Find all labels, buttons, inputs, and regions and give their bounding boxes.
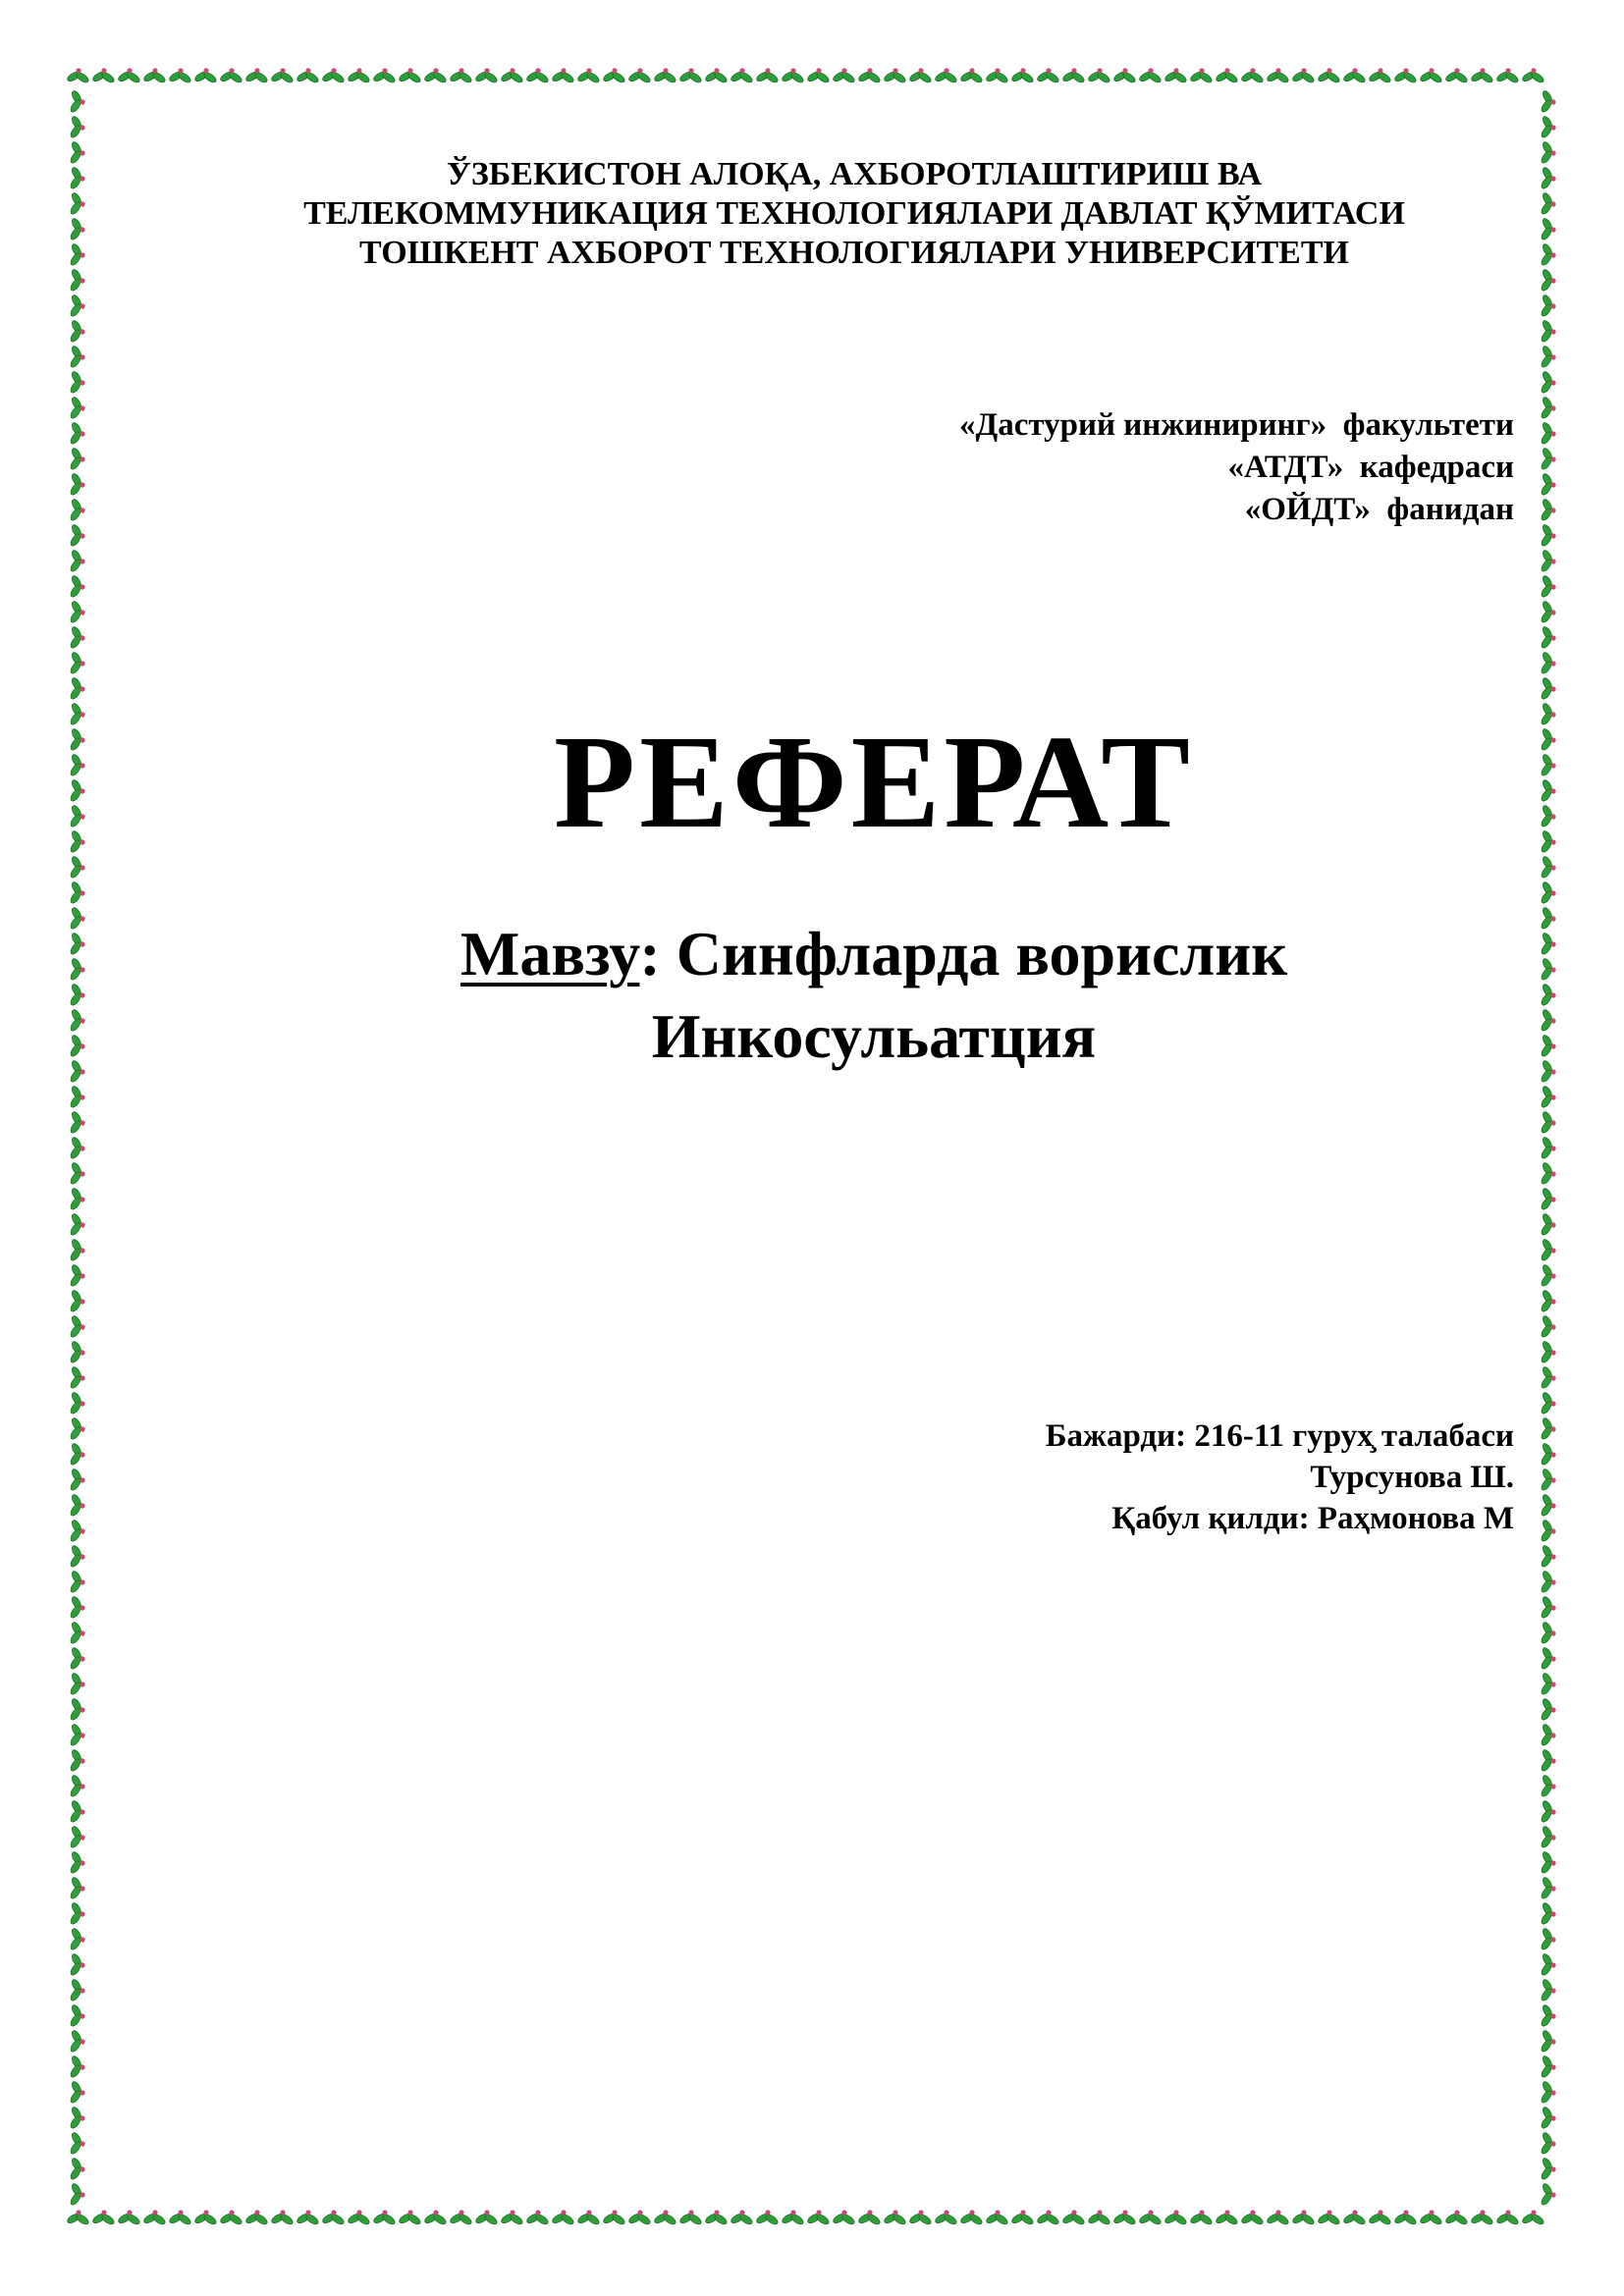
holly-motif-icon xyxy=(1540,1416,1555,1440)
holly-motif-icon xyxy=(1317,2210,1340,2225)
holly-motif-icon xyxy=(653,68,677,83)
holly-motif-icon xyxy=(704,2210,728,2225)
holly-motif-icon xyxy=(69,1161,84,1185)
holly-motif-icon xyxy=(69,1595,84,1619)
holly-motif-icon xyxy=(270,68,294,83)
holly-motif-icon xyxy=(69,140,84,164)
holly-motif-icon xyxy=(1189,2210,1213,2225)
holly-motif-icon xyxy=(69,1672,84,1695)
holly-motif-icon xyxy=(449,68,472,83)
holly-motif-icon xyxy=(1010,2210,1034,2225)
holly-motif-icon xyxy=(270,2210,294,2225)
accepted-by-line: Қабул қилди: Раҳмонова М xyxy=(1111,1501,1514,1536)
holly-motif-icon xyxy=(1540,2055,1555,2078)
holly-motif-icon xyxy=(69,1187,84,1210)
holly-motif-icon xyxy=(1112,68,1136,83)
holly-motif-icon xyxy=(627,68,651,83)
holly-motif-icon xyxy=(219,68,243,83)
holly-motif-icon xyxy=(1540,1697,1555,1721)
holly-motif-icon xyxy=(423,2210,447,2225)
holly-motif-icon xyxy=(69,1901,84,1925)
topic-text-line-1: Синфларда ворислик xyxy=(660,919,1288,988)
holly-motif-icon xyxy=(69,1468,84,1491)
holly-motif-icon xyxy=(69,676,84,700)
holly-motif-icon xyxy=(1112,2210,1136,2225)
holly-motif-icon xyxy=(1215,68,1238,83)
holly-motif-icon xyxy=(69,1570,84,1593)
holly-motif-icon xyxy=(69,1493,84,1517)
holly-motif-icon xyxy=(1540,1468,1555,1491)
holly-motif-icon xyxy=(1540,1289,1555,1312)
holly-motif-icon xyxy=(69,574,84,598)
holly-motif-icon xyxy=(1540,1799,1555,1823)
holly-motif-icon xyxy=(69,1544,84,1568)
holly-motif-icon xyxy=(1540,1774,1555,1797)
holly-motif-icon xyxy=(1540,1621,1555,1644)
holly-motif-icon xyxy=(1540,370,1555,394)
holly-motif-icon xyxy=(372,2210,396,2225)
holly-motif-icon xyxy=(1342,68,1366,83)
holly-motif-icon xyxy=(1061,68,1085,83)
chair-line: «АТДТ» кафедраси xyxy=(1227,450,1514,485)
header-line-2: ТЕЛЕКОММУНИКАЦИЯ ТЕХНОЛОГИЯЛАРИ ДАВЛАТ ҚЎМИТАСИ xyxy=(303,195,1405,232)
holly-motif-icon xyxy=(69,1340,84,1363)
holly-motif-icon xyxy=(525,2210,549,2225)
holly-motif-icon xyxy=(653,2210,677,2225)
holly-motif-icon xyxy=(1061,2210,1085,2225)
holly-motif-icon xyxy=(832,2210,855,2225)
signoff xyxy=(630,1415,1514,1539)
holly-motif-icon xyxy=(69,651,84,674)
student-name: Турсунова Ш. xyxy=(1310,1460,1514,1495)
holly-motif-icon xyxy=(69,523,84,547)
holly-motif-icon xyxy=(1317,68,1340,83)
holly-motif-icon xyxy=(985,68,1008,83)
holly-motif-icon xyxy=(69,2157,84,2180)
holly-motif-icon xyxy=(69,2131,84,2155)
holly-motif-icon xyxy=(806,68,830,83)
holly-motif-icon xyxy=(1419,2210,1442,2225)
holly-motif-icon xyxy=(1521,68,1544,83)
holly-motif-icon xyxy=(1540,1570,1555,1593)
holly-motif-icon xyxy=(1393,68,1417,83)
holly-motif-icon xyxy=(1368,68,1391,83)
holly-motif-icon xyxy=(1444,2210,1468,2225)
performed-by-line: Бажарди: 216-11 гурух̧ талабаси xyxy=(1045,1418,1514,1454)
holly-motif-icon xyxy=(1540,651,1555,674)
holly-motif-icon xyxy=(1138,68,1162,83)
holly-motif-icon xyxy=(69,1289,84,1312)
holly-motif-icon xyxy=(1540,396,1555,419)
holly-motif-icon xyxy=(1291,68,1315,83)
holly-motif-icon xyxy=(985,2210,1008,2225)
holly-motif-icon xyxy=(69,1136,84,1159)
holly-motif-icon xyxy=(321,68,345,83)
holly-motif-icon xyxy=(449,2210,472,2225)
holly-motif-icon xyxy=(69,1697,84,1721)
holly-motif-icon xyxy=(69,294,84,317)
holly-motif-icon xyxy=(69,1314,84,1338)
holly-motif-icon xyxy=(69,1825,84,1848)
holly-motif-icon xyxy=(1540,1519,1555,1542)
holly-motif-icon xyxy=(69,855,84,879)
holly-motif-icon xyxy=(1540,1672,1555,1695)
department-info xyxy=(630,404,1514,531)
holly-motif-icon xyxy=(1540,881,1555,904)
holly-motif-icon xyxy=(1540,1927,1555,1950)
holly-motif-icon xyxy=(69,1621,84,1644)
holly-motif-icon xyxy=(1342,2210,1366,2225)
holly-motif-icon xyxy=(934,2210,957,2225)
topic-line-1 xyxy=(0,913,1624,995)
holly-motif-icon xyxy=(1540,676,1555,700)
holly-motif-icon xyxy=(781,68,804,83)
holly-motif-icon xyxy=(1470,68,1493,83)
holly-motif-icon xyxy=(627,2210,651,2225)
holly-motif-icon xyxy=(959,2210,983,2225)
holly-motif-icon xyxy=(1540,1085,1555,1108)
holly-motif-icon xyxy=(1540,1544,1555,1568)
holly-motif-icon xyxy=(1540,2157,1555,2180)
holly-motif-icon xyxy=(69,1263,84,1287)
holly-motif-icon xyxy=(474,2210,498,2225)
holly-motif-icon xyxy=(1540,1748,1555,1772)
holly-motif-icon xyxy=(1540,1978,1555,2002)
holly-motif-icon xyxy=(66,2210,89,2225)
holly-motif-icon xyxy=(244,68,268,83)
holly-motif-icon xyxy=(934,68,957,83)
holly-motif-icon xyxy=(1540,472,1555,496)
header-line-1: ЎЗБЕКИСТОН АЛОҚА, АХБОРОТЛАШТИРИШ ВА xyxy=(446,156,1263,192)
holly-motif-icon xyxy=(1540,1212,1555,1236)
holly-motif-icon xyxy=(1164,2210,1187,2225)
holly-motif-icon xyxy=(1540,268,1555,292)
holly-motif-icon xyxy=(69,1952,84,1976)
holly-motif-icon xyxy=(219,2210,243,2225)
holly-motif-icon xyxy=(755,2210,779,2225)
holly-motif-icon xyxy=(1540,1187,1555,1210)
holly-motif-icon xyxy=(1540,1136,1555,1159)
holly-motif-icon xyxy=(69,370,84,394)
topic-label: Мавзу xyxy=(460,919,640,988)
holly-motif-icon xyxy=(1540,1161,1555,1185)
holly-motif-icon xyxy=(1540,421,1555,445)
holly-motif-icon xyxy=(69,268,84,292)
topic-separator: : xyxy=(639,919,661,988)
holly-motif-icon xyxy=(69,2182,84,2206)
holly-motif-icon xyxy=(908,2210,932,2225)
holly-motif-icon xyxy=(69,1876,84,1899)
holly-motif-icon xyxy=(69,2029,84,2053)
holly-motif-icon xyxy=(69,1110,84,1134)
holly-motif-icon xyxy=(117,68,140,83)
document-title: РЕФЕРАТ xyxy=(554,709,1194,856)
holly-motif-icon xyxy=(1540,1901,1555,1925)
holly-motif-icon xyxy=(883,68,906,83)
holly-motif-icon xyxy=(66,68,89,83)
holly-motif-icon xyxy=(500,2210,523,2225)
holly-motif-icon xyxy=(1540,1238,1555,1261)
holly-motif-icon xyxy=(832,68,855,83)
holly-motif-icon xyxy=(117,2210,140,2225)
holly-motif-icon xyxy=(1540,600,1555,623)
holly-motif-icon xyxy=(1010,68,1034,83)
holly-motif-icon xyxy=(551,68,574,83)
holly-motif-icon xyxy=(69,472,84,496)
holly-motif-icon xyxy=(1540,1646,1555,1670)
holly-motif-icon xyxy=(1138,2210,1162,2225)
holly-motif-icon xyxy=(372,68,396,83)
holly-motif-icon xyxy=(857,2210,881,2225)
holly-motif-icon xyxy=(1540,1442,1555,1466)
holly-motif-icon xyxy=(576,2210,600,2225)
holly-motif-icon xyxy=(398,68,421,83)
holly-motif-icon xyxy=(1540,1876,1555,1899)
faculty-line: «Дастурий инжиниринг» факультети xyxy=(959,407,1514,443)
holly-motif-icon xyxy=(1444,68,1468,83)
holly-motif-icon xyxy=(1540,2003,1555,2027)
holly-motif-icon xyxy=(1540,549,1555,572)
holly-motif-icon xyxy=(678,2210,702,2225)
holly-motif-icon xyxy=(1540,345,1555,368)
holly-motif-icon xyxy=(500,68,523,83)
holly-motif-icon xyxy=(142,2210,166,2225)
holly-motif-icon xyxy=(69,1085,84,1108)
holly-motif-icon xyxy=(69,549,84,572)
holly-motif-icon xyxy=(1540,2131,1555,2155)
holly-motif-icon xyxy=(321,2210,345,2225)
holly-motif-icon xyxy=(806,2210,830,2225)
holly-motif-icon xyxy=(1540,2182,1555,2206)
holly-motif-icon xyxy=(1540,1110,1555,1134)
holly-motif-icon xyxy=(1540,2080,1555,2104)
holly-motif-icon xyxy=(1540,242,1555,266)
holly-motif-icon xyxy=(69,217,84,240)
holly-motif-icon xyxy=(91,2210,115,2225)
holly-motif-icon xyxy=(1240,68,1264,83)
holly-motif-icon xyxy=(69,1391,84,1415)
holly-motif-icon xyxy=(1540,1365,1555,1389)
holly-motif-icon xyxy=(1291,2210,1315,2225)
holly-motif-icon xyxy=(69,2055,84,2078)
holly-motif-icon xyxy=(69,191,84,215)
holly-motif-icon xyxy=(1540,1493,1555,1517)
holly-motif-icon xyxy=(1036,2210,1059,2225)
holly-motif-icon xyxy=(1540,1595,1555,1619)
holly-motif-icon xyxy=(69,2106,84,2129)
holly-motif-icon xyxy=(1540,1340,1555,1363)
holly-motif-icon xyxy=(142,68,166,83)
holly-motif-icon xyxy=(347,68,370,83)
holly-border xyxy=(65,63,1561,2230)
holly-motif-icon xyxy=(398,2210,421,2225)
topic xyxy=(0,913,1624,1078)
holly-motif-icon xyxy=(69,1238,84,1261)
holly-motif-icon xyxy=(193,68,217,83)
holly-motif-icon xyxy=(1540,294,1555,317)
holly-motif-icon xyxy=(1087,2210,1110,2225)
holly-motif-icon xyxy=(1540,1952,1555,1976)
holly-motif-icon xyxy=(1240,2210,1264,2225)
holly-motif-icon xyxy=(69,115,84,138)
holly-motif-icon xyxy=(551,2210,574,2225)
holly-motif-icon xyxy=(69,1416,84,1440)
holly-motif-icon xyxy=(168,2210,191,2225)
holly-motif-icon xyxy=(1540,115,1555,138)
topic-text-line-2: Инкосульатция xyxy=(651,1001,1097,1071)
holly-motif-icon xyxy=(1087,68,1110,83)
holly-motif-icon xyxy=(1540,855,1555,879)
holly-motif-icon xyxy=(1540,319,1555,343)
holly-motif-icon xyxy=(1540,625,1555,649)
holly-motif-icon xyxy=(1368,2210,1391,2225)
holly-motif-icon xyxy=(1470,2210,1493,2225)
holly-motif-icon xyxy=(296,2210,319,2225)
holly-motif-icon xyxy=(1266,2210,1289,2225)
holly-motif-icon xyxy=(730,68,753,83)
holly-motif-icon xyxy=(69,319,84,343)
holly-motif-icon xyxy=(1540,1825,1555,1848)
ministry-header xyxy=(196,155,1512,273)
holly-motif-icon xyxy=(69,2003,84,2027)
holly-motif-icon xyxy=(69,1212,84,1236)
holly-motif-icon xyxy=(69,1646,84,1670)
holly-motif-icon xyxy=(1540,498,1555,521)
subject-line: «ОЙДТ» фанидан xyxy=(1244,492,1514,527)
holly-motif-icon xyxy=(69,242,84,266)
holly-motif-icon xyxy=(474,68,498,83)
holly-motif-icon xyxy=(69,881,84,904)
holly-motif-icon xyxy=(1540,447,1555,470)
holly-motif-icon xyxy=(602,2210,625,2225)
holly-motif-icon xyxy=(1521,2210,1544,2225)
holly-motif-icon xyxy=(69,625,84,649)
holly-motif-icon xyxy=(1495,2210,1519,2225)
holly-motif-icon xyxy=(296,68,319,83)
holly-motif-icon xyxy=(730,2210,753,2225)
holly-motif-icon xyxy=(69,447,84,470)
holly-motif-icon xyxy=(1419,68,1442,83)
holly-motif-icon xyxy=(1540,1263,1555,1287)
holly-motif-icon xyxy=(69,1748,84,1772)
holly-motif-icon xyxy=(1540,574,1555,598)
holly-motif-icon xyxy=(857,68,881,83)
holly-motif-icon xyxy=(69,1927,84,1950)
holly-motif-icon xyxy=(69,1799,84,1823)
holly-motif-icon xyxy=(69,89,84,113)
holly-motif-icon xyxy=(576,68,600,83)
holly-motif-icon xyxy=(1036,68,1059,83)
holly-motif-icon xyxy=(1540,523,1555,547)
holly-motif-icon xyxy=(347,2210,370,2225)
holly-motif-icon xyxy=(1189,68,1213,83)
holly-motif-icon xyxy=(193,2210,217,2225)
holly-leaf-border-icon xyxy=(65,63,1561,2230)
holly-motif-icon xyxy=(1540,1314,1555,1338)
holly-motif-icon xyxy=(423,68,447,83)
holly-motif-icon xyxy=(1540,1391,1555,1415)
holly-motif-icon xyxy=(908,68,932,83)
holly-motif-icon xyxy=(1495,68,1519,83)
holly-motif-icon xyxy=(69,1442,84,1466)
holly-motif-icon xyxy=(678,68,702,83)
holly-motif-icon xyxy=(69,345,84,368)
holly-motif-icon xyxy=(1540,217,1555,240)
holly-motif-icon xyxy=(69,1850,84,1874)
holly-motif-icon xyxy=(959,68,983,83)
holly-motif-icon xyxy=(1215,2210,1238,2225)
holly-motif-icon xyxy=(244,2210,268,2225)
holly-motif-icon xyxy=(69,1365,84,1389)
holly-motif-icon xyxy=(781,2210,804,2225)
holly-motif-icon xyxy=(1540,2029,1555,2053)
holly-motif-icon xyxy=(1540,1723,1555,1746)
holly-motif-icon xyxy=(1540,166,1555,189)
holly-motif-icon xyxy=(91,68,115,83)
holly-motif-icon xyxy=(69,1774,84,1797)
holly-motif-icon xyxy=(69,1978,84,2002)
holly-motif-icon xyxy=(69,2080,84,2104)
holly-motif-icon xyxy=(69,600,84,623)
header-line-3: ТОШКЕНТ АХБОРОТ ТЕХНОЛОГИЯЛАРИ УНИВЕРСИТЕТИ xyxy=(359,235,1349,271)
holly-motif-icon xyxy=(1393,2210,1417,2225)
holly-motif-icon xyxy=(704,68,728,83)
holly-motif-icon xyxy=(1266,68,1289,83)
holly-motif-icon xyxy=(1540,191,1555,215)
holly-motif-icon xyxy=(69,1723,84,1746)
holly-motif-icon xyxy=(525,68,549,83)
holly-motif-icon xyxy=(168,68,191,83)
holly-motif-icon xyxy=(1540,89,1555,113)
holly-motif-icon xyxy=(1540,2106,1555,2129)
holly-motif-icon xyxy=(755,68,779,83)
holly-motif-icon xyxy=(69,166,84,189)
holly-motif-icon xyxy=(1540,1850,1555,1874)
holly-motif-icon xyxy=(69,396,84,419)
holly-motif-icon xyxy=(69,1519,84,1542)
holly-motif-icon xyxy=(69,498,84,521)
holly-motif-icon xyxy=(602,68,625,83)
holly-motif-icon xyxy=(1164,68,1187,83)
holly-motif-icon xyxy=(69,421,84,445)
holly-motif-icon xyxy=(1540,140,1555,164)
holly-motif-icon xyxy=(883,2210,906,2225)
